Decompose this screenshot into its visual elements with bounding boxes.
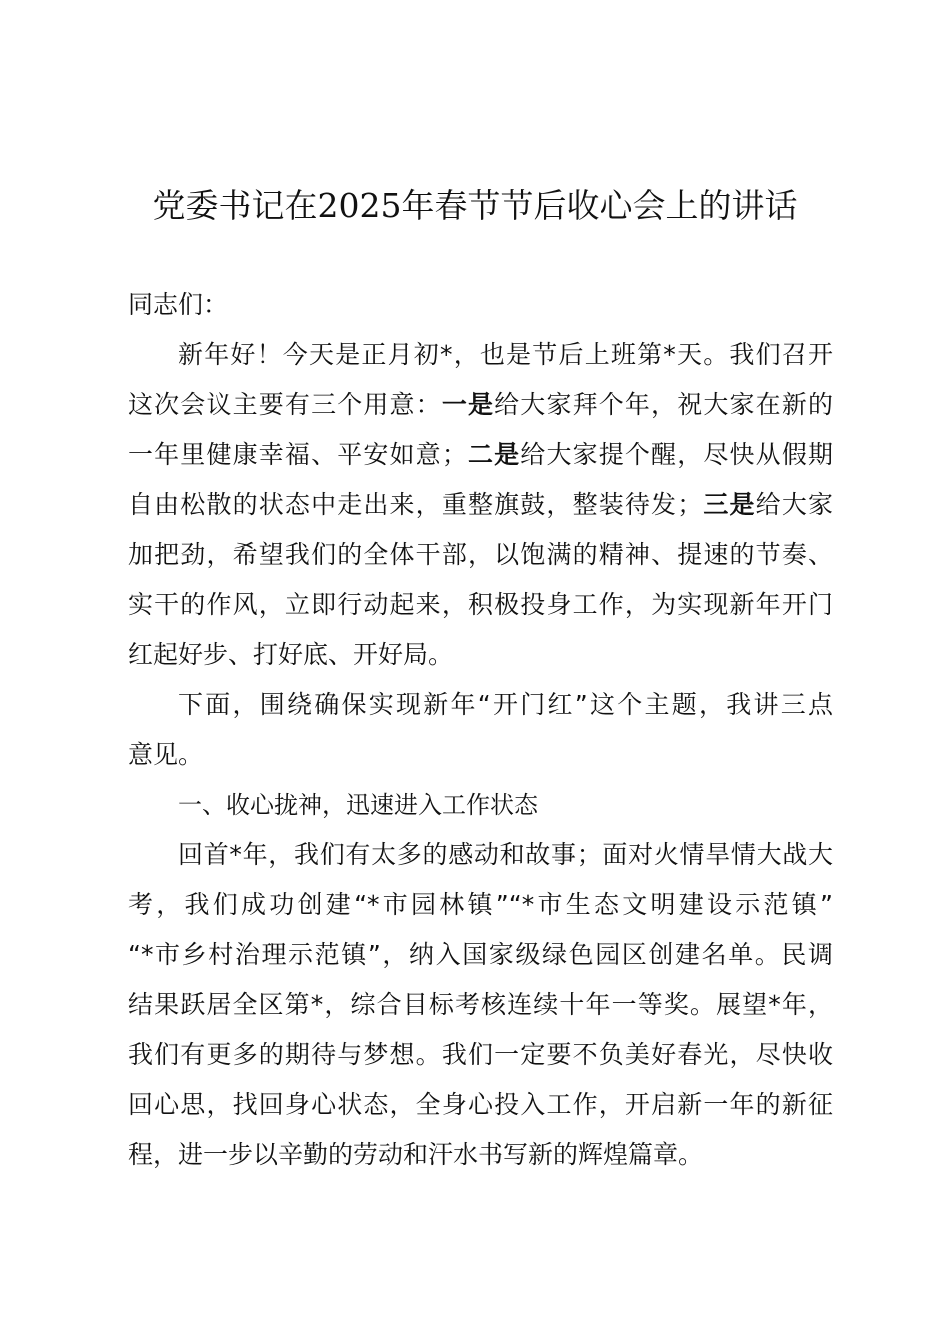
paragraph-1-line-5: 加把劲，希望我们的全体干部，以饱满的精神、提速的节奏、 (128, 540, 833, 569)
paragraph-3-line-4: 结果跃居全区第*，综合目标考核连续十年一等奖。展望*年， (128, 990, 833, 1019)
text-run: 这次会议主要有三个用意： (128, 390, 442, 419)
text-run: 自由松散的状态中走出来，重整旗鼓，整装待发； (128, 490, 703, 519)
emphasis-first: 一是 (441, 390, 495, 419)
paragraph-3-line-1: 回首*年，我们有太多的感动和故事；面对火情旱情大战大 (178, 840, 833, 869)
paragraph-3-line-7: 程，进一步以辛勤的劳动和汗水书写新的辉煌篇章。 (128, 1140, 704, 1169)
text-run: 一年里健康幸福、平安如意； (128, 440, 467, 469)
greeting: 同志们： (128, 290, 229, 319)
paragraph-2-line-2: 意见。 (128, 740, 204, 769)
paragraph-1-line-2 (128, 380, 833, 430)
document-title: 党委书记在2025年春节节后收心会上的讲话 (152, 186, 798, 225)
text-run: 给大家提个醒，尽快从假期 (520, 440, 833, 469)
emphasis-third: 三是 (702, 490, 756, 519)
paragraph-1-line-4 (128, 480, 833, 530)
paragraph-3-line-2: 考，我们成功创建“*市园林镇”“*市生态文明建设示范镇” (128, 890, 833, 919)
paragraph-1-line-6: 实干的作风，立即行动起来，积极投身工作，为实现新年开门 (128, 590, 833, 619)
paragraph-1-line-3 (128, 430, 833, 480)
paragraph-2-line-1: 下面，围绕确保实现新年“开门红”这个主题，我讲三点 (178, 690, 833, 719)
paragraph-1-line-7: 红起好步、打好底、开好局。 (128, 640, 454, 669)
document-body (128, 280, 833, 1180)
paragraph-3-line-6: 回心思，找回身心状态，全身心投入工作，开启新一年的新征 (128, 1090, 833, 1119)
paragraph-1-line-1: 新年好！今天是正月初*，也是节后上班第*天。我们召开 (178, 340, 833, 369)
section-1-heading: 一、收心拢神，迅速进入工作状态 (178, 791, 538, 819)
emphasis-second: 二是 (466, 440, 521, 469)
text-run: 给大家 (755, 490, 833, 519)
paragraph-3-line-5: 我们有更多的期待与梦想。我们一定要不负美好春光，尽快收 (128, 1040, 833, 1069)
text-run: 给大家拜个年，祝大家在新的 (494, 390, 833, 419)
paragraph-3-line-3: “*市乡村治理示范镇”，纳入国家级绿色园区创建名单。民调 (128, 940, 833, 969)
